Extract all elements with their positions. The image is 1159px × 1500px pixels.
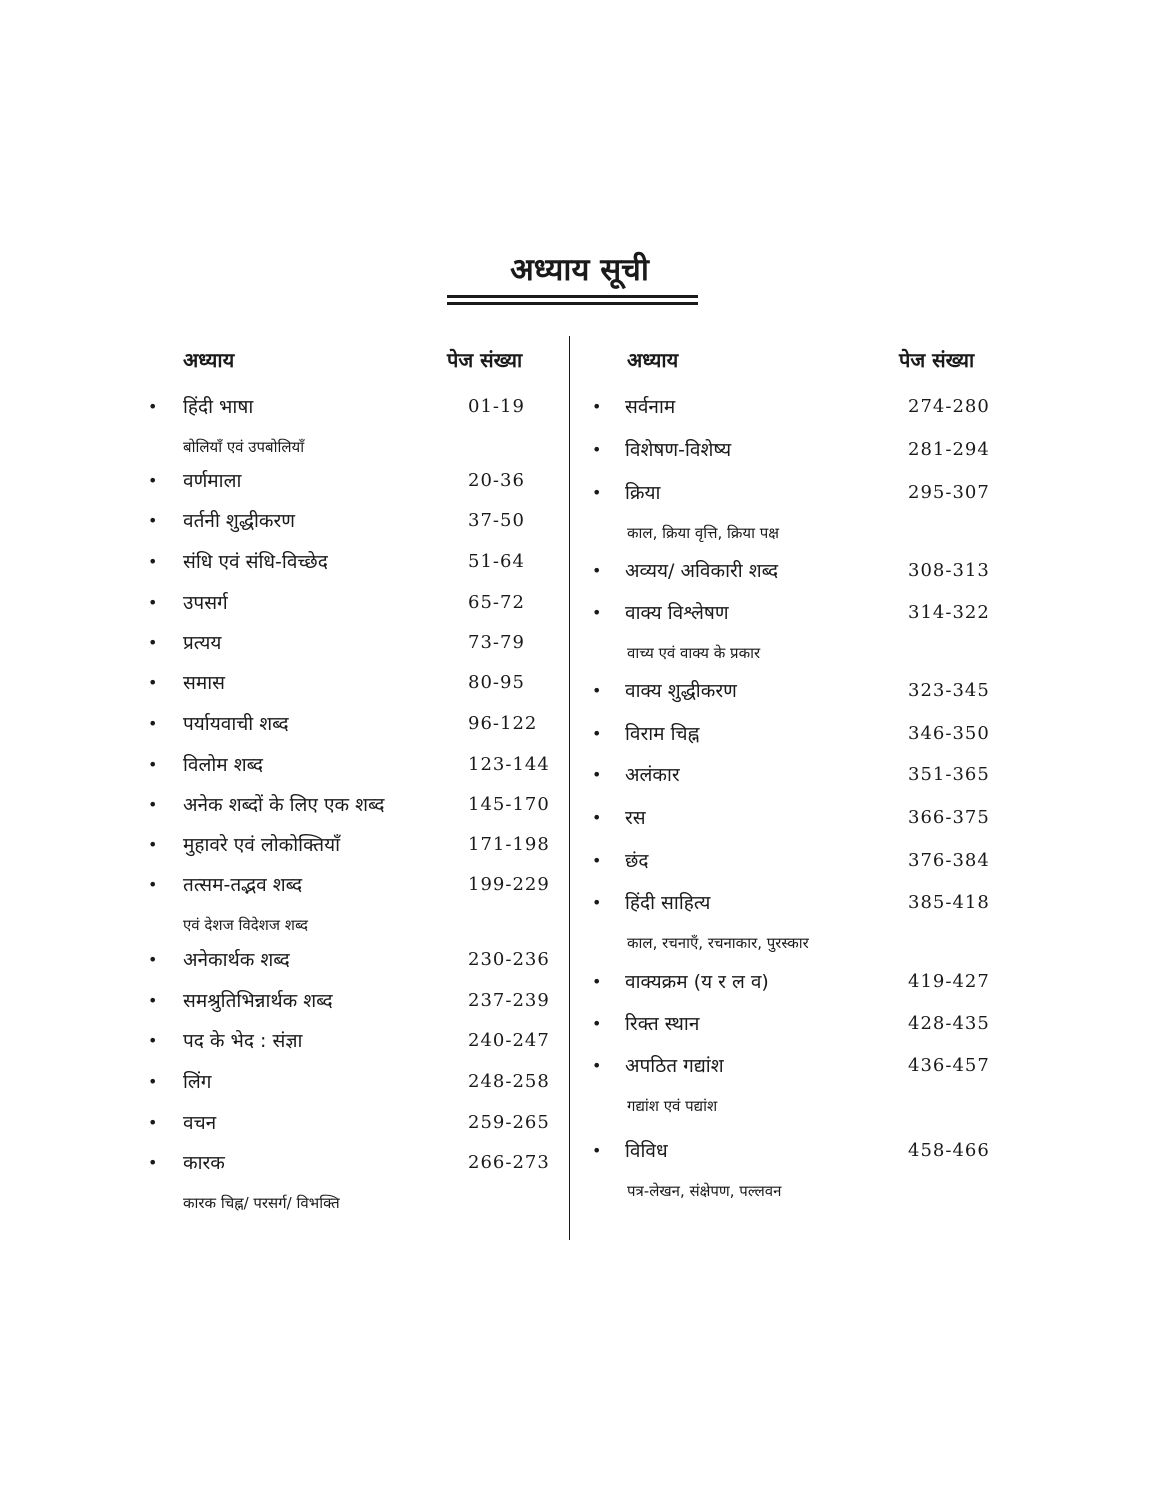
chapter-name: अव्यय/ अविकारी शब्द [625, 560, 779, 582]
title-underline-bottom [447, 302, 698, 305]
toc-entry [148, 588, 558, 618]
chapter-name: वाक्य शुद्धीकरण [625, 680, 737, 702]
toc-entry [148, 392, 558, 422]
title-underline-top [447, 295, 698, 298]
left-chapter-header: अध्याय [183, 348, 235, 372]
page-range: 96-122 [468, 713, 538, 734]
chapter-subtopics: एवं देशज विदेशज शब्द [183, 916, 308, 934]
chapter-name: हिंदी साहित्य [625, 892, 711, 914]
bullet-icon: • [148, 950, 158, 969]
toc-entry [148, 628, 558, 658]
chapter-name: सर्वनाम [625, 396, 676, 418]
page-range: 419-427 [908, 971, 990, 992]
bullet-icon: • [148, 1031, 158, 1050]
bullet-icon: • [592, 724, 602, 743]
toc-entry [592, 1009, 1002, 1039]
chapter-name: रस [625, 807, 646, 829]
bullet-icon: • [592, 972, 602, 991]
toc-entry [148, 750, 558, 780]
page-range: 274-280 [908, 396, 990, 417]
page-range: 37-50 [468, 510, 525, 531]
page-range: 295-307 [908, 482, 990, 503]
page-range: 199-229 [468, 874, 550, 895]
chapter-name: विलोम शब्द [183, 754, 264, 776]
chapter-name: क्रिया [625, 482, 661, 504]
chapter-name: वाक्य विश्लेषण [625, 602, 729, 624]
bullet-icon: • [148, 1072, 158, 1091]
page-range: 20-36 [468, 470, 525, 491]
bullet-icon: • [148, 991, 158, 1010]
page-range: 458-466 [908, 1140, 990, 1161]
bullet-icon: • [592, 1141, 602, 1160]
page-range: 240-247 [468, 1030, 550, 1051]
bullet-icon: • [592, 561, 602, 580]
page-range: 281-294 [908, 439, 990, 460]
chapter-name: कारक [183, 1152, 225, 1174]
chapter-name: विविध [625, 1140, 668, 1162]
page-range: 171-198 [468, 834, 550, 855]
toc-entry [592, 719, 1002, 749]
bullet-icon: • [592, 808, 602, 827]
page-range: 65-72 [468, 592, 525, 613]
chapter-name: अपठित गद्यांश [625, 1055, 724, 1077]
chapter-name: अनेक शब्दों के लिए एक शब्द [183, 794, 385, 816]
chapter-subtopics: बोलियाँ एवं उपबोलियाँ [183, 438, 305, 456]
page-range: 385-418 [908, 892, 990, 913]
chapter-subtopics: कारक चिह्न/ परसर्ग/ विभक्ति [183, 1194, 340, 1212]
toc-entry [592, 803, 1002, 833]
chapter-name: मुहावरे एवं लोकोक्तियाँ [183, 834, 341, 856]
page-range: 266-273 [468, 1152, 550, 1173]
chapter-name: वचन [183, 1112, 217, 1134]
chapter-name: समास [183, 672, 225, 694]
toc-entry [148, 945, 558, 975]
page-range: 428-435 [908, 1013, 990, 1034]
chapter-name: रिक्त स्थान [625, 1013, 700, 1035]
chapter-subtopics: काल, रचनाएँ, रचनाकार, पुरस्कार [627, 934, 809, 952]
toc-entry [592, 598, 1002, 628]
chapter-name: समश्रुतिभिन्नार्थक शब्द [183, 990, 333, 1012]
bullet-icon: • [592, 483, 602, 502]
bullet-icon: • [148, 1113, 158, 1132]
page-range: 323-345 [908, 680, 990, 701]
page-range: 436-457 [908, 1055, 990, 1076]
page-range: 80-95 [468, 672, 525, 693]
bullet-icon: • [592, 851, 602, 870]
toc-entry [148, 547, 558, 577]
bullet-icon: • [148, 471, 158, 490]
toc-entry [148, 870, 558, 900]
page-range: 351-365 [908, 764, 990, 785]
toc-entry [592, 435, 1002, 465]
chapter-subtopics: पत्र-लेखन, संक्षेपण, पल्लवन [627, 1182, 782, 1200]
chapter-name: पद के भेद : संज्ञा [183, 1030, 303, 1052]
chapter-subtopics: वाच्य एवं वाक्य के प्रकार [627, 644, 761, 662]
bullet-icon: • [592, 1056, 602, 1075]
toc-entry [592, 478, 1002, 508]
toc-entry [148, 1108, 558, 1138]
bullet-icon: • [148, 593, 158, 612]
bullet-icon: • [148, 552, 158, 571]
page-range: 145-170 [468, 794, 550, 815]
page-range: 346-350 [908, 723, 990, 744]
bullet-icon: • [148, 714, 158, 733]
chapter-name: संधि एवं संधि-विच्छेद [183, 551, 328, 573]
page-range: 248-258 [468, 1071, 550, 1092]
right-page-header: पेज संख्या [899, 348, 975, 372]
page-range: 01-19 [468, 396, 525, 417]
bullet-icon: • [592, 765, 602, 784]
chapter-name: वर्तनी शुद्धीकरण [183, 510, 296, 532]
bullet-icon: • [148, 875, 158, 894]
toc-entry [592, 1136, 1002, 1166]
toc-entry [592, 392, 1002, 422]
left-page-header: पेज संख्या [447, 348, 523, 372]
page-range: 237-239 [468, 990, 550, 1011]
chapter-name: वाक्यक्रम (य र ल व) [625, 971, 769, 993]
column-divider [569, 336, 570, 1240]
chapter-name: विशेषण-विशेष्य [625, 439, 732, 461]
bullet-icon: • [148, 511, 158, 530]
page-range: 73-79 [468, 632, 525, 653]
toc-entry [592, 888, 1002, 918]
toc-entry [148, 986, 558, 1016]
page-title: अध्याय सूची [510, 252, 649, 288]
toc-entry [592, 967, 1002, 997]
bullet-icon: • [148, 1153, 158, 1172]
bullet-icon: • [148, 397, 158, 416]
chapter-name: छंद [625, 850, 649, 872]
bullet-icon: • [592, 681, 602, 700]
page-range: 259-265 [468, 1112, 550, 1133]
right-chapter-header: अध्याय [627, 348, 679, 372]
toc-entry [592, 1051, 1002, 1081]
bullet-icon: • [592, 440, 602, 459]
chapter-name: अनेकार्थक शब्द [183, 949, 290, 971]
toc-entry [148, 1067, 558, 1097]
page-range: 51-64 [468, 551, 525, 572]
page-range: 230-236 [468, 949, 550, 970]
bullet-icon: • [148, 673, 158, 692]
toc-entry [148, 709, 558, 739]
bullet-icon: • [148, 633, 158, 652]
toc-entry [148, 830, 558, 860]
bullet-icon: • [148, 755, 158, 774]
bullet-icon: • [148, 835, 158, 854]
page-range: 366-375 [908, 807, 990, 828]
chapter-name: अलंकार [625, 764, 680, 786]
chapter-name: पर्यायवाची शब्द [183, 713, 289, 735]
chapter-subtopics: गद्यांश एवं पद्यांश [627, 1097, 718, 1115]
toc-entry [148, 506, 558, 536]
page-range: 123-144 [468, 754, 550, 775]
chapter-name: लिंग [183, 1071, 212, 1093]
page-range: 376-384 [908, 850, 990, 871]
chapter-subtopics: काल, क्रिया वृत्ति, क्रिया पक्ष [627, 524, 780, 542]
chapter-name: विराम चिह्न [625, 723, 700, 745]
chapter-name: प्रत्यय [183, 632, 222, 654]
bullet-icon: • [592, 893, 602, 912]
toc-entry [148, 1148, 558, 1178]
chapter-name: हिंदी भाषा [183, 396, 254, 418]
page-range: 308-313 [908, 560, 990, 581]
chapter-name: तत्सम-तद्भव शब्द [183, 874, 303, 896]
toc-entry [592, 676, 1002, 706]
page-range: 314-322 [908, 602, 990, 623]
bullet-icon: • [592, 397, 602, 416]
toc-entry [148, 668, 558, 698]
chapter-name: उपसर्ग [183, 592, 228, 614]
toc-entry [592, 760, 1002, 790]
toc-entry [148, 1026, 558, 1056]
bullet-icon: • [148, 795, 158, 814]
chapter-name: वर्णमाला [183, 470, 242, 492]
bullet-icon: • [592, 603, 602, 622]
toc-entry [148, 466, 558, 496]
toc-entry [592, 556, 1002, 586]
toc-entry [592, 846, 1002, 876]
bullet-icon: • [592, 1014, 602, 1033]
toc-entry [148, 790, 558, 820]
